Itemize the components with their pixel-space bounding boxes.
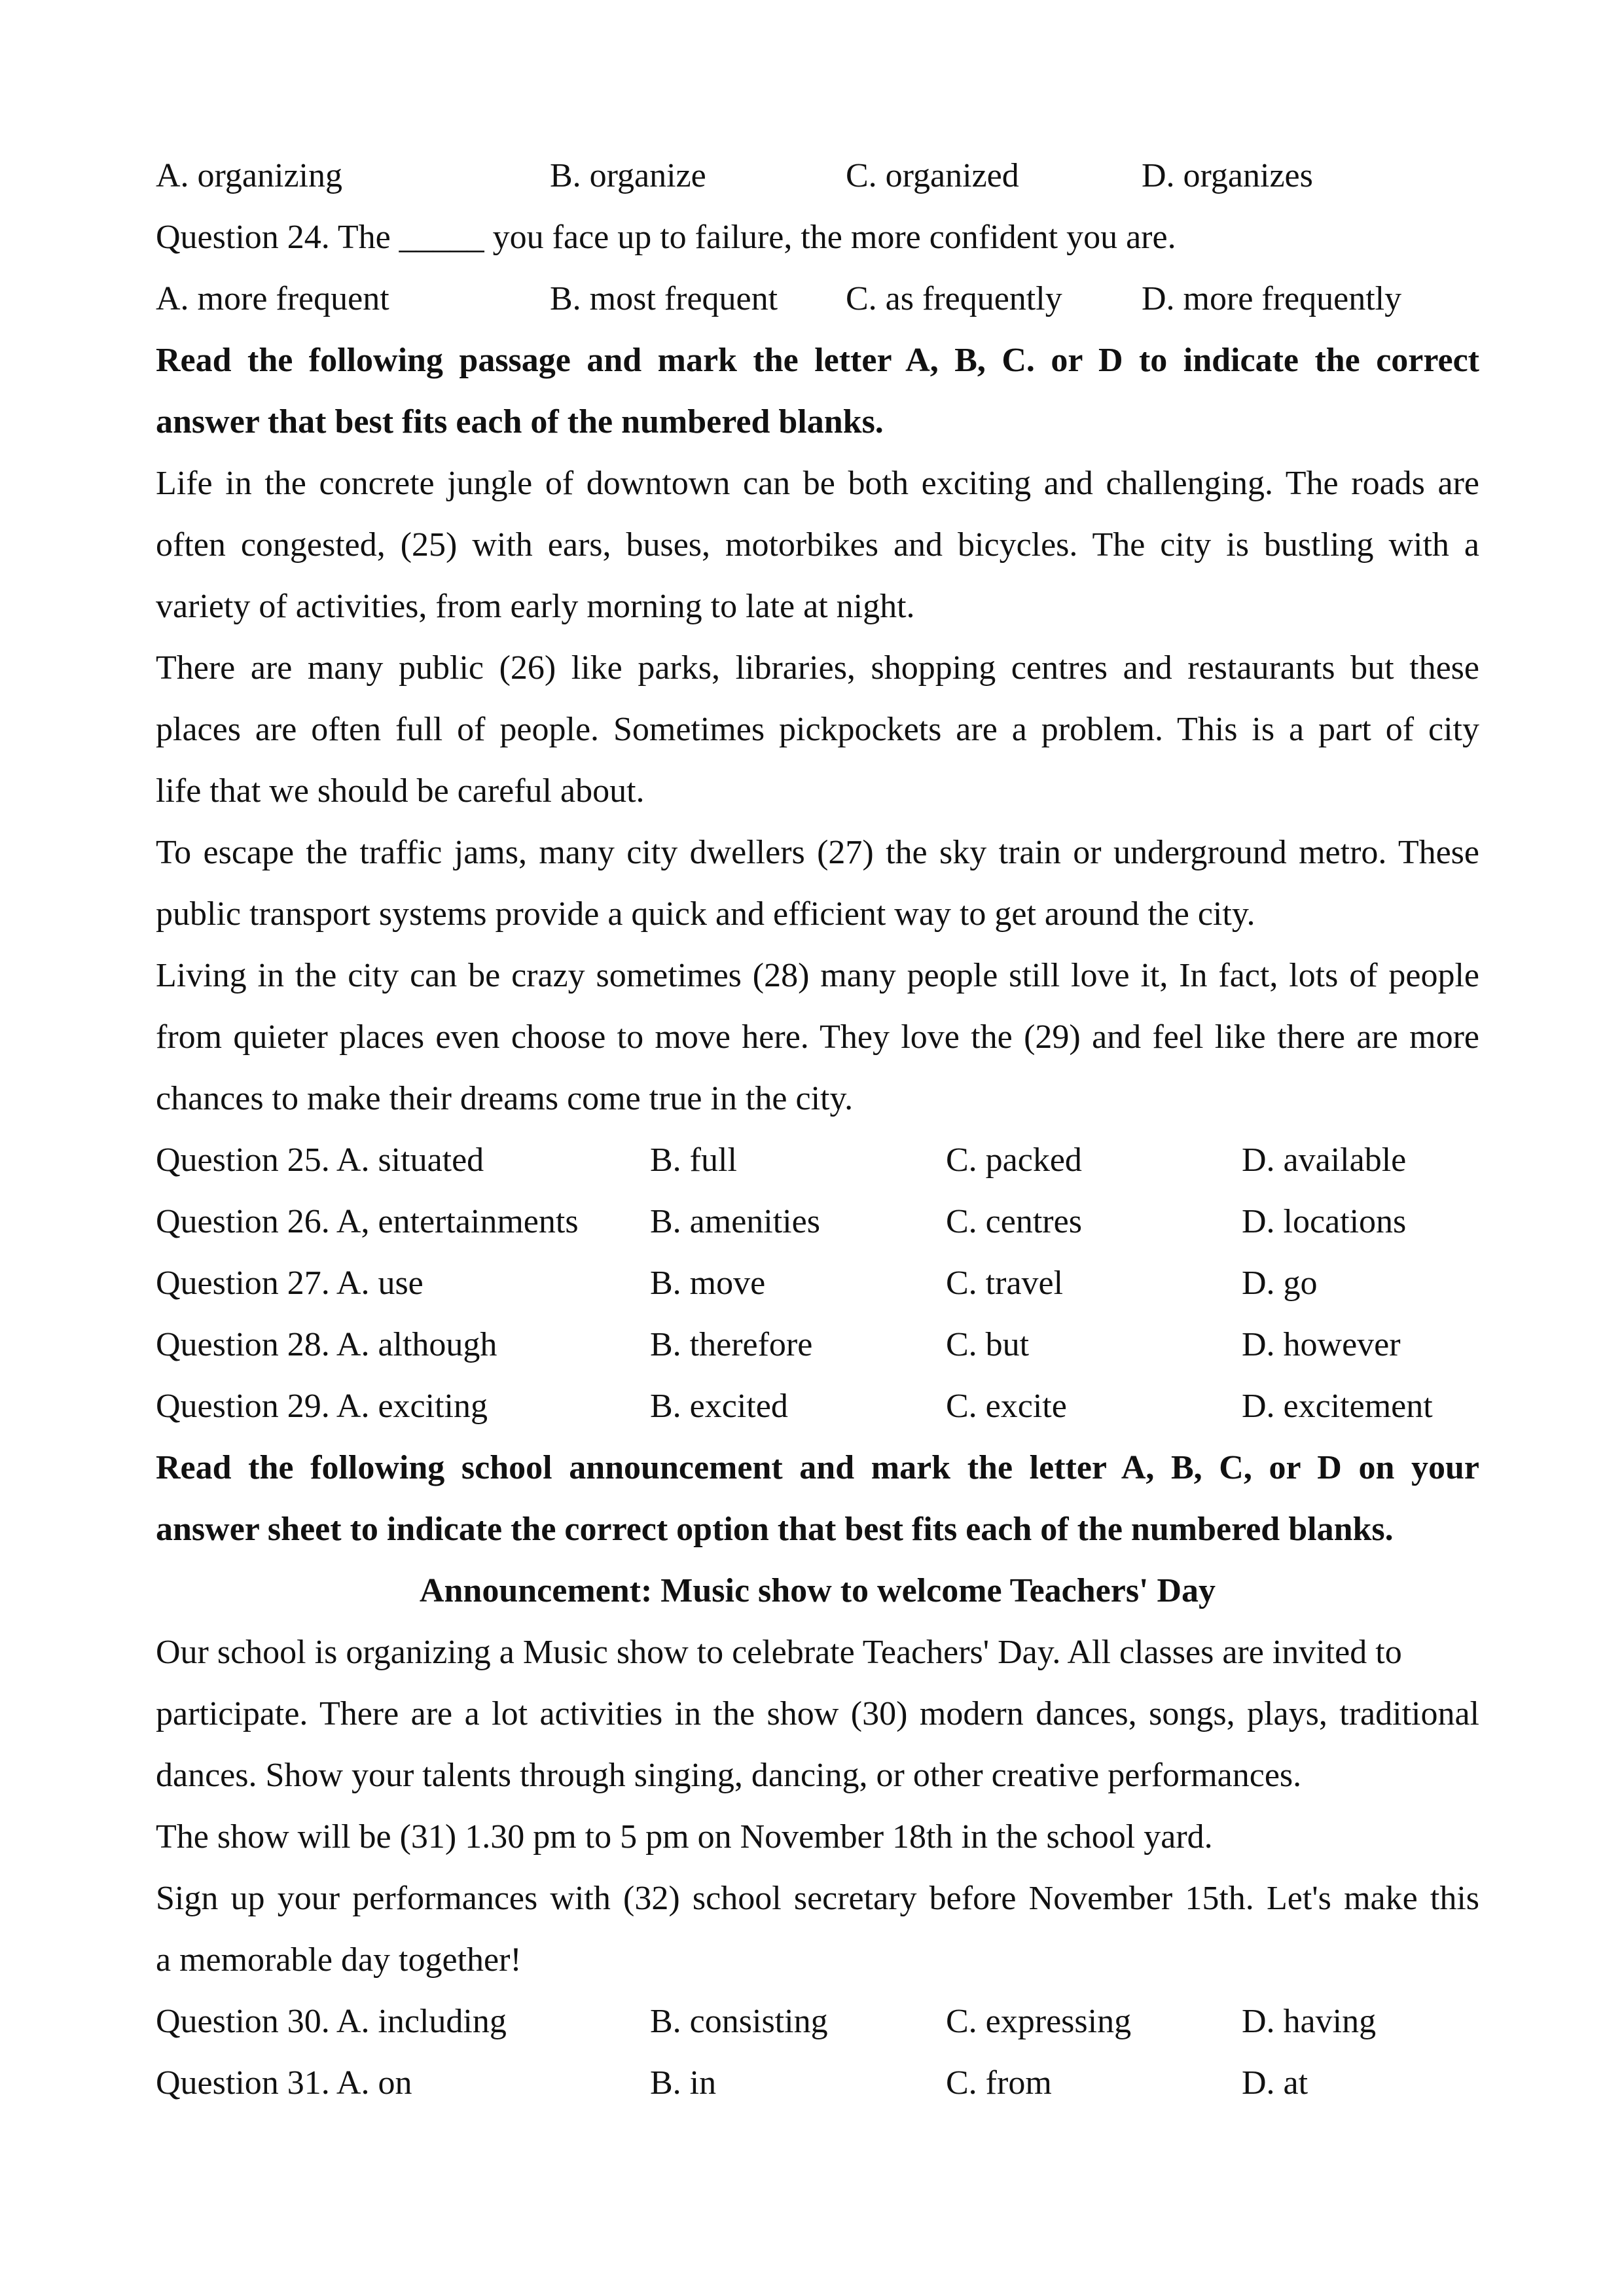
passage1-line: Life in the concrete jungle of downtown can be both exciting and challenging. The roads are: [156, 465, 1479, 502]
passage1-line: To escape the traffic jams, many city dwellers (27) the sky train or underground metro. These: [156, 834, 1479, 871]
passage1-line: Living in the city can be crazy sometimes (28) many people still love it, In fact, lots of people: [156, 957, 1479, 994]
passage1-instruction-line2: answer that best fits each of the numbered blanks.: [156, 403, 884, 440]
q23-option-b: B. organize: [550, 157, 706, 194]
option-a: Question 30. A. including: [156, 2003, 507, 2040]
option-d: D. having: [1242, 2003, 1377, 2040]
question-row: [156, 2053, 1479, 2114]
q24-options-row: [156, 268, 1479, 330]
q23-option-d: D. organizes: [1142, 157, 1313, 194]
passage1-line: public transport systems provide a quick and efficient way to get around the city.: [156, 895, 1255, 933]
option-b: B. in: [650, 2064, 717, 2102]
option-c: C. travel: [946, 1265, 1064, 1302]
option-b: B. therefore: [650, 1326, 813, 1363]
passage1-line: from quieter places even choose to move here. They love the (29) and feel like there are more: [156, 1018, 1479, 1056]
passage2-line: a memorable day together!: [156, 1941, 522, 1979]
q23-option-c: C. organized: [846, 157, 1019, 194]
option-d: D. however: [1242, 1326, 1401, 1363]
passage2-line: participate. There are a lot activities in the show (30) modern dances, songs, plays, traditional: [156, 1695, 1479, 1732]
question-row: [156, 1376, 1479, 1437]
passage2-instruction-line1: Read the following school announcement and mark the letter A, B, C, or D on your: [156, 1449, 1479, 1486]
option-c: C. centres: [946, 1203, 1082, 1240]
q24-option-b: B. most frequent: [550, 280, 778, 317]
question-row: [156, 1191, 1479, 1253]
option-a: Question 27. A. use: [156, 1265, 424, 1302]
passage2-line: dances. Show your talents through singing, dancing, or other creative performances.: [156, 1757, 1302, 1794]
option-b: B. excited: [650, 1388, 788, 1425]
option-a: Question 28. A. although: [156, 1326, 497, 1363]
option-b: B. move: [650, 1265, 766, 1302]
passage1-line: variety of activities, from early morning to late at night.: [156, 588, 915, 625]
option-c: C. from: [946, 2064, 1052, 2102]
option-a: Question 25. A. situated: [156, 1141, 484, 1179]
option-d: D. go: [1242, 1265, 1318, 1302]
option-a: Question 31. A. on: [156, 2064, 412, 2102]
q24-stem: Question 24. The _____ you face up to failure, the more confident you are.: [156, 219, 1176, 256]
passage1-line: life that we should be careful about.: [156, 772, 645, 810]
option-d: D. at: [1242, 2064, 1308, 2102]
option-c: C. excite: [946, 1388, 1067, 1425]
question-row: [156, 1314, 1479, 1376]
passage1-instruction-line1: Read the following passage and mark the letter A, B, C. or D to indicate the correct: [156, 342, 1479, 379]
option-c: C. but: [946, 1326, 1030, 1363]
option-b: B. consisting: [650, 2003, 828, 2040]
question-row: [156, 1991, 1479, 2053]
option-c: C. expressing: [946, 2003, 1132, 2040]
passage2-line: The show will be (31) 1.30 pm to 5 pm on November 18th in the school yard.: [156, 1818, 1213, 1856]
passage1-line: There are many public (26) like parks, libraries, shopping centres and restaurants but these: [156, 649, 1479, 687]
question-row: [156, 1253, 1479, 1314]
option-d: D. available: [1242, 1141, 1407, 1179]
announcement-title: Announcement: Music show to welcome Teachers' Day: [419, 1572, 1216, 1609]
option-d: D. excitement: [1242, 1388, 1433, 1425]
passage2-line: Our school is organizing a Music show to celebrate Teachers' Day. All classes are invited to: [156, 1634, 1402, 1671]
option-b: B. amenities: [650, 1203, 820, 1240]
passage1-line: places are often full of people. Sometimes pickpockets are a problem. This is a part of city: [156, 711, 1479, 748]
q24-option-d: D. more frequently: [1142, 280, 1402, 317]
option-b: B. full: [650, 1141, 737, 1179]
passage1-line: chances to make their dreams come true in the city.: [156, 1080, 854, 1117]
option-a: Question 29. A. exciting: [156, 1388, 488, 1425]
q23-option-a: A. organizing: [156, 157, 342, 194]
q24-option-c: C. as frequently: [846, 280, 1062, 317]
question-row: [156, 1130, 1479, 1191]
passage2-line: Sign up your performances with (32) school secretary before November 15th. Let's make this: [156, 1880, 1479, 1917]
option-c: C. packed: [946, 1141, 1082, 1179]
q23-options-row: [156, 145, 1479, 207]
passage2-instruction-line2: answer sheet to indicate the correct option that best fits each of the numbered blanks.: [156, 1511, 1394, 1548]
passage1-line: often congested, (25) with ears, buses, motorbikes and bicycles. The city is bustling with a: [156, 526, 1479, 564]
exam-page: [156, 145, 1479, 2114]
option-d: D. locations: [1242, 1203, 1407, 1240]
q24-option-a: A. more frequent: [156, 280, 389, 317]
option-a: Question 26. A, entertainments: [156, 1203, 579, 1240]
